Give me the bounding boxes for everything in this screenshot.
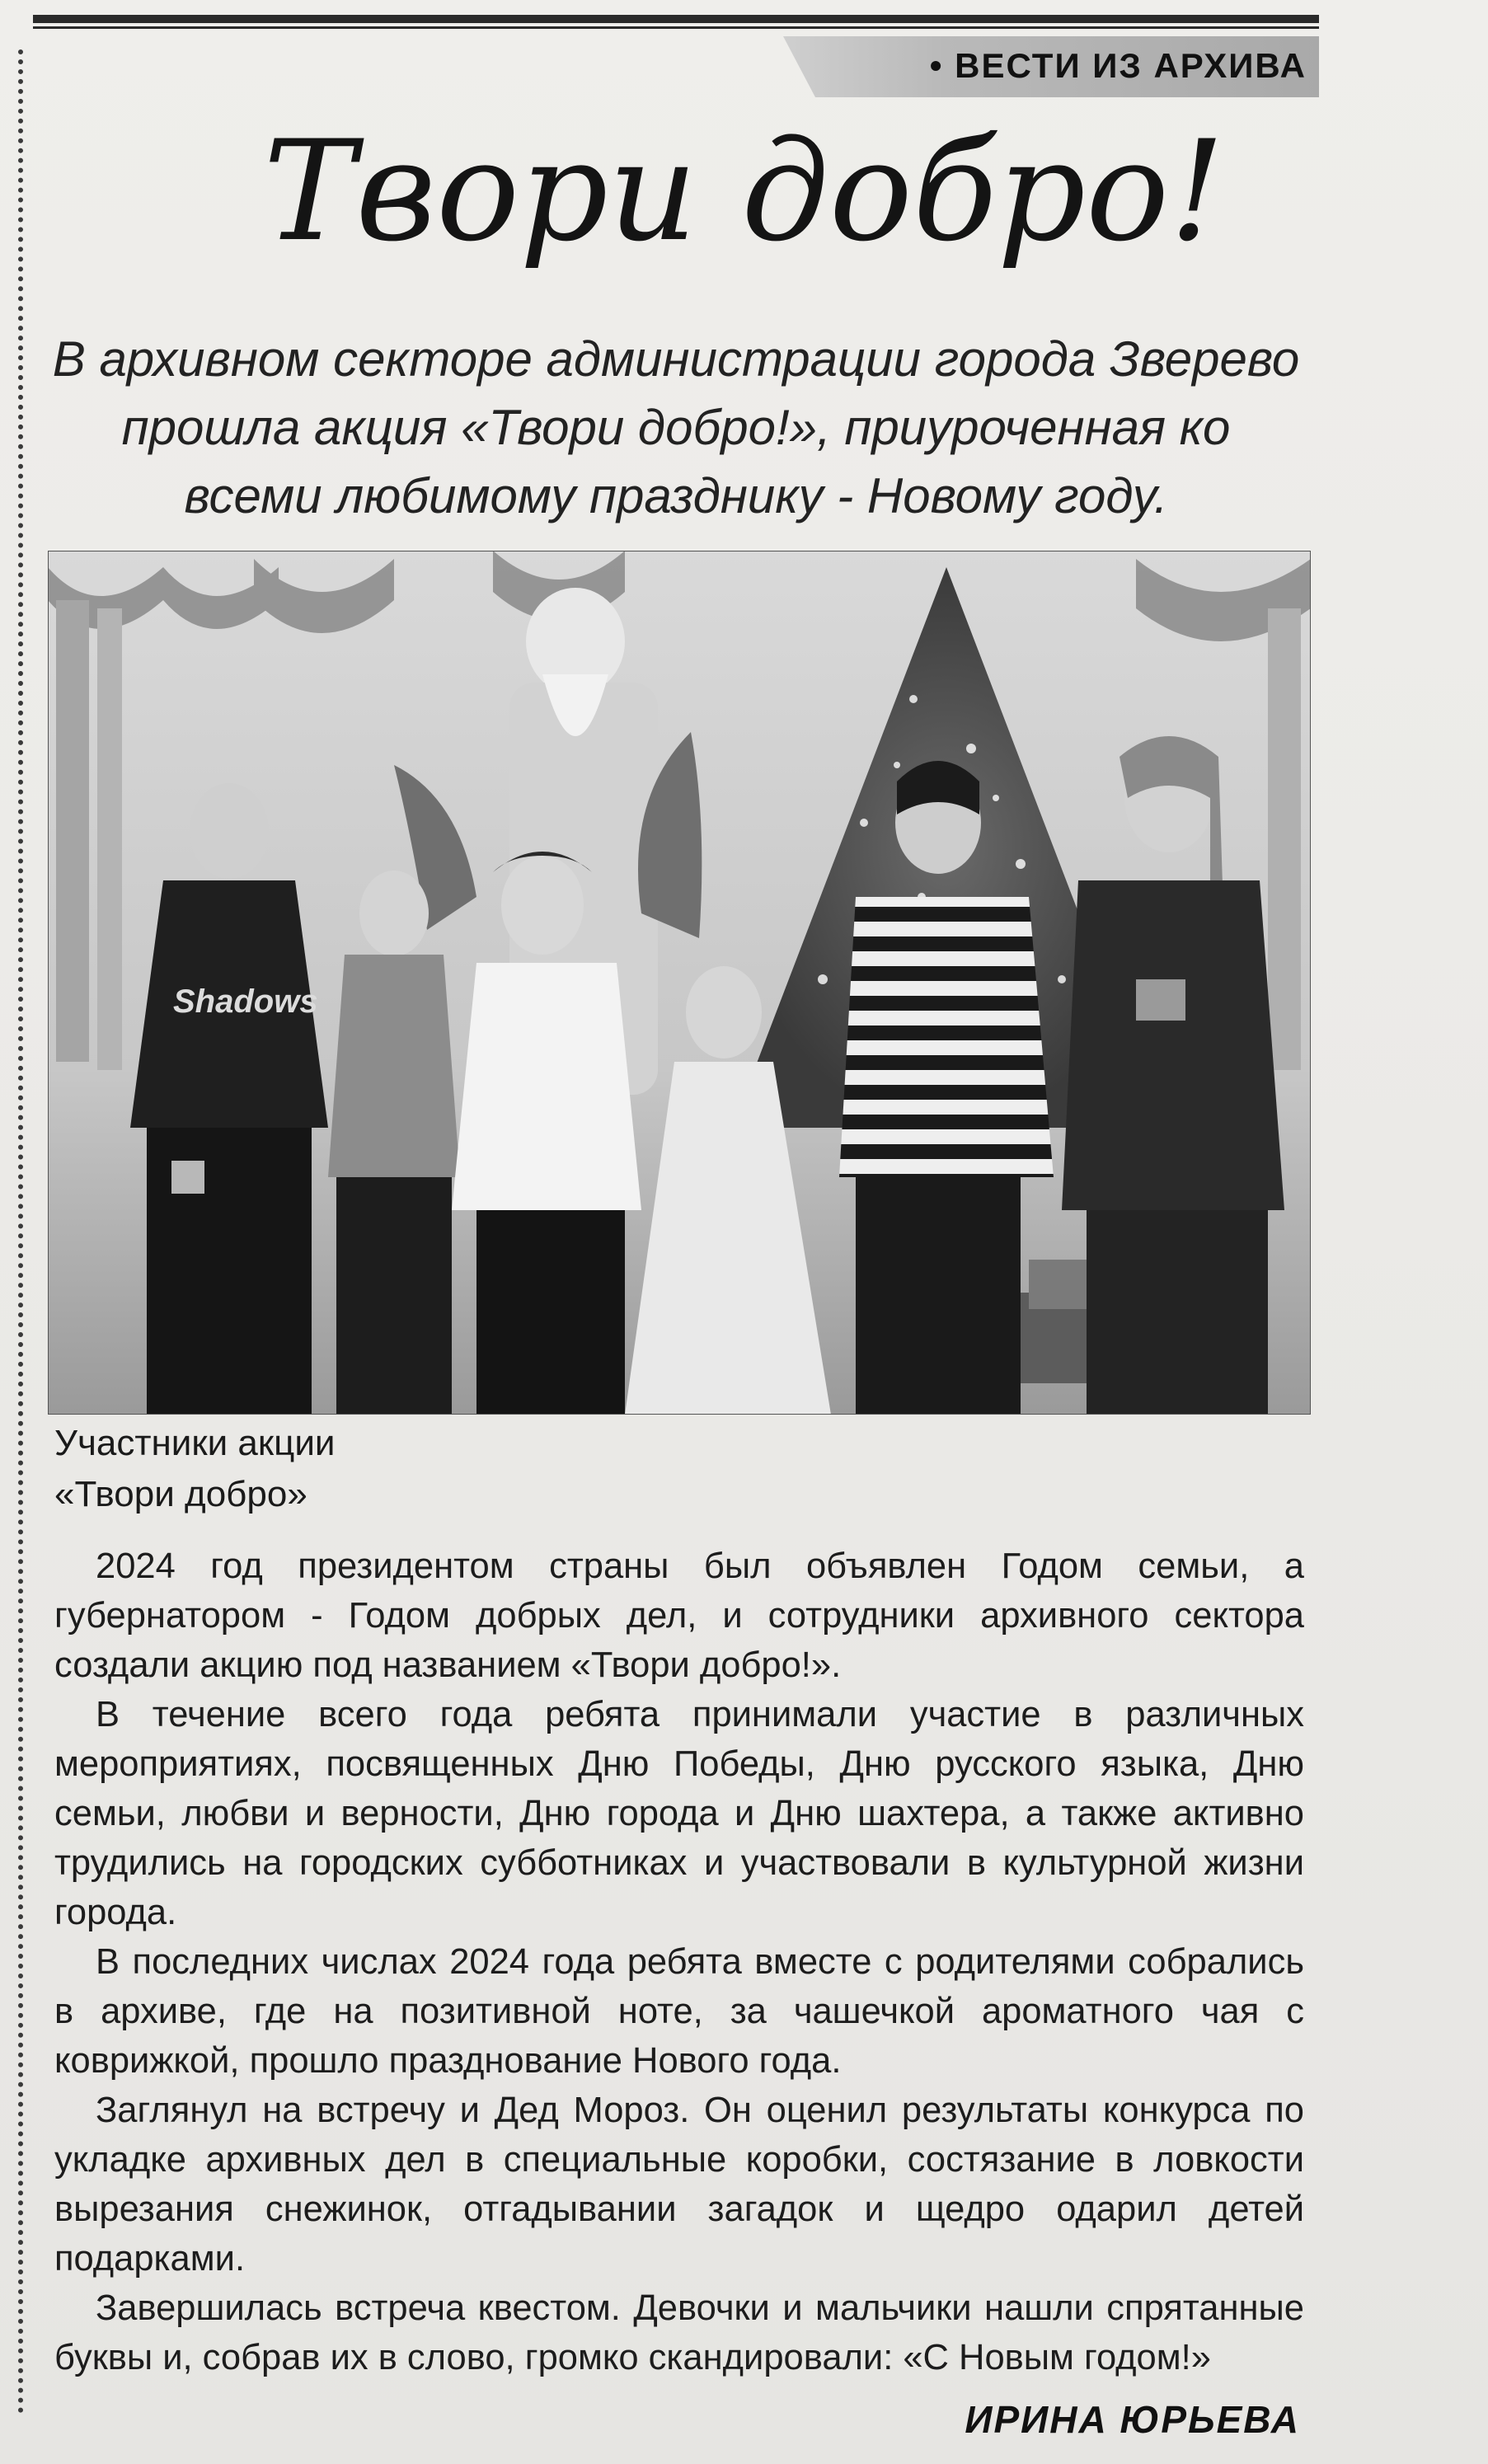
author-byline: ИРИНА ЮРЬЕВА: [965, 2398, 1300, 2441]
article-paragraph: Заглянул на встречу и Дед Мороз. Он оценил результаты конкурса по укладке архивных дел в специальные коробки, состязание в ловкости вырезания снежинок, отгадывании загадок и щедро одарил детей подарками.: [54, 2091, 1304, 2279]
group-photo-illustration: [48, 551, 1311, 1415]
photo-caption-line-2: «Твори добро»: [54, 1474, 307, 1514]
headline: Твори добро!: [263, 110, 1225, 272]
lead-paragraph: В архивном секторе администрации города Зверево прошла акция «Твори добро!», приуроченная ко всеми любимому празднику - Новому году.: [52, 331, 1300, 523]
article-paragraph: В течение всего года ребята принимали участие в различных мероприятиях, посвященных Дню Победы, Дню русского языка, Дню семьи, любви и верности, Дню города и Дню шахтера, а также активно трудились на городских субботниках и участвовали в культурной жизни города.: [54, 1695, 1304, 1932]
article-paragraph: 2024 год президентом страны был объявлен Годом семьи, а губернатором - Годом добрых дел, и сотрудники архивного сектора создали акцию под названием «Твори добро!».: [54, 1546, 1304, 1685]
photo-caption-line-1: Участники акции: [54, 1423, 336, 1463]
top-rule-thin: [33, 26, 1319, 29]
group-photo: [48, 551, 1311, 1415]
photo-caption: [54, 1418, 549, 1520]
top-rule: [33, 15, 1319, 23]
section-label: • ВЕСТИ ИЗ АРХИВА: [929, 46, 1307, 85]
article-paragraph: Завершилась встреча квестом. Девочки и мальчики нашли спрятанные буквы и, собрав их в слово, громко скандировали: «С Новым годом!»: [54, 2288, 1304, 2377]
article-body: [54, 1542, 1304, 2382]
article-paragraph: В последних числах 2024 года ребята вместе с родителями собрались в архиве, где на позитивной ноте, за чашечкой ароматного чая с коврижкой, прошло празднование Нового года.: [54, 1942, 1304, 2081]
dotted-cut-line: [18, 49, 23, 2415]
sweatshirt-print: Shadows: [173, 983, 318, 1020]
